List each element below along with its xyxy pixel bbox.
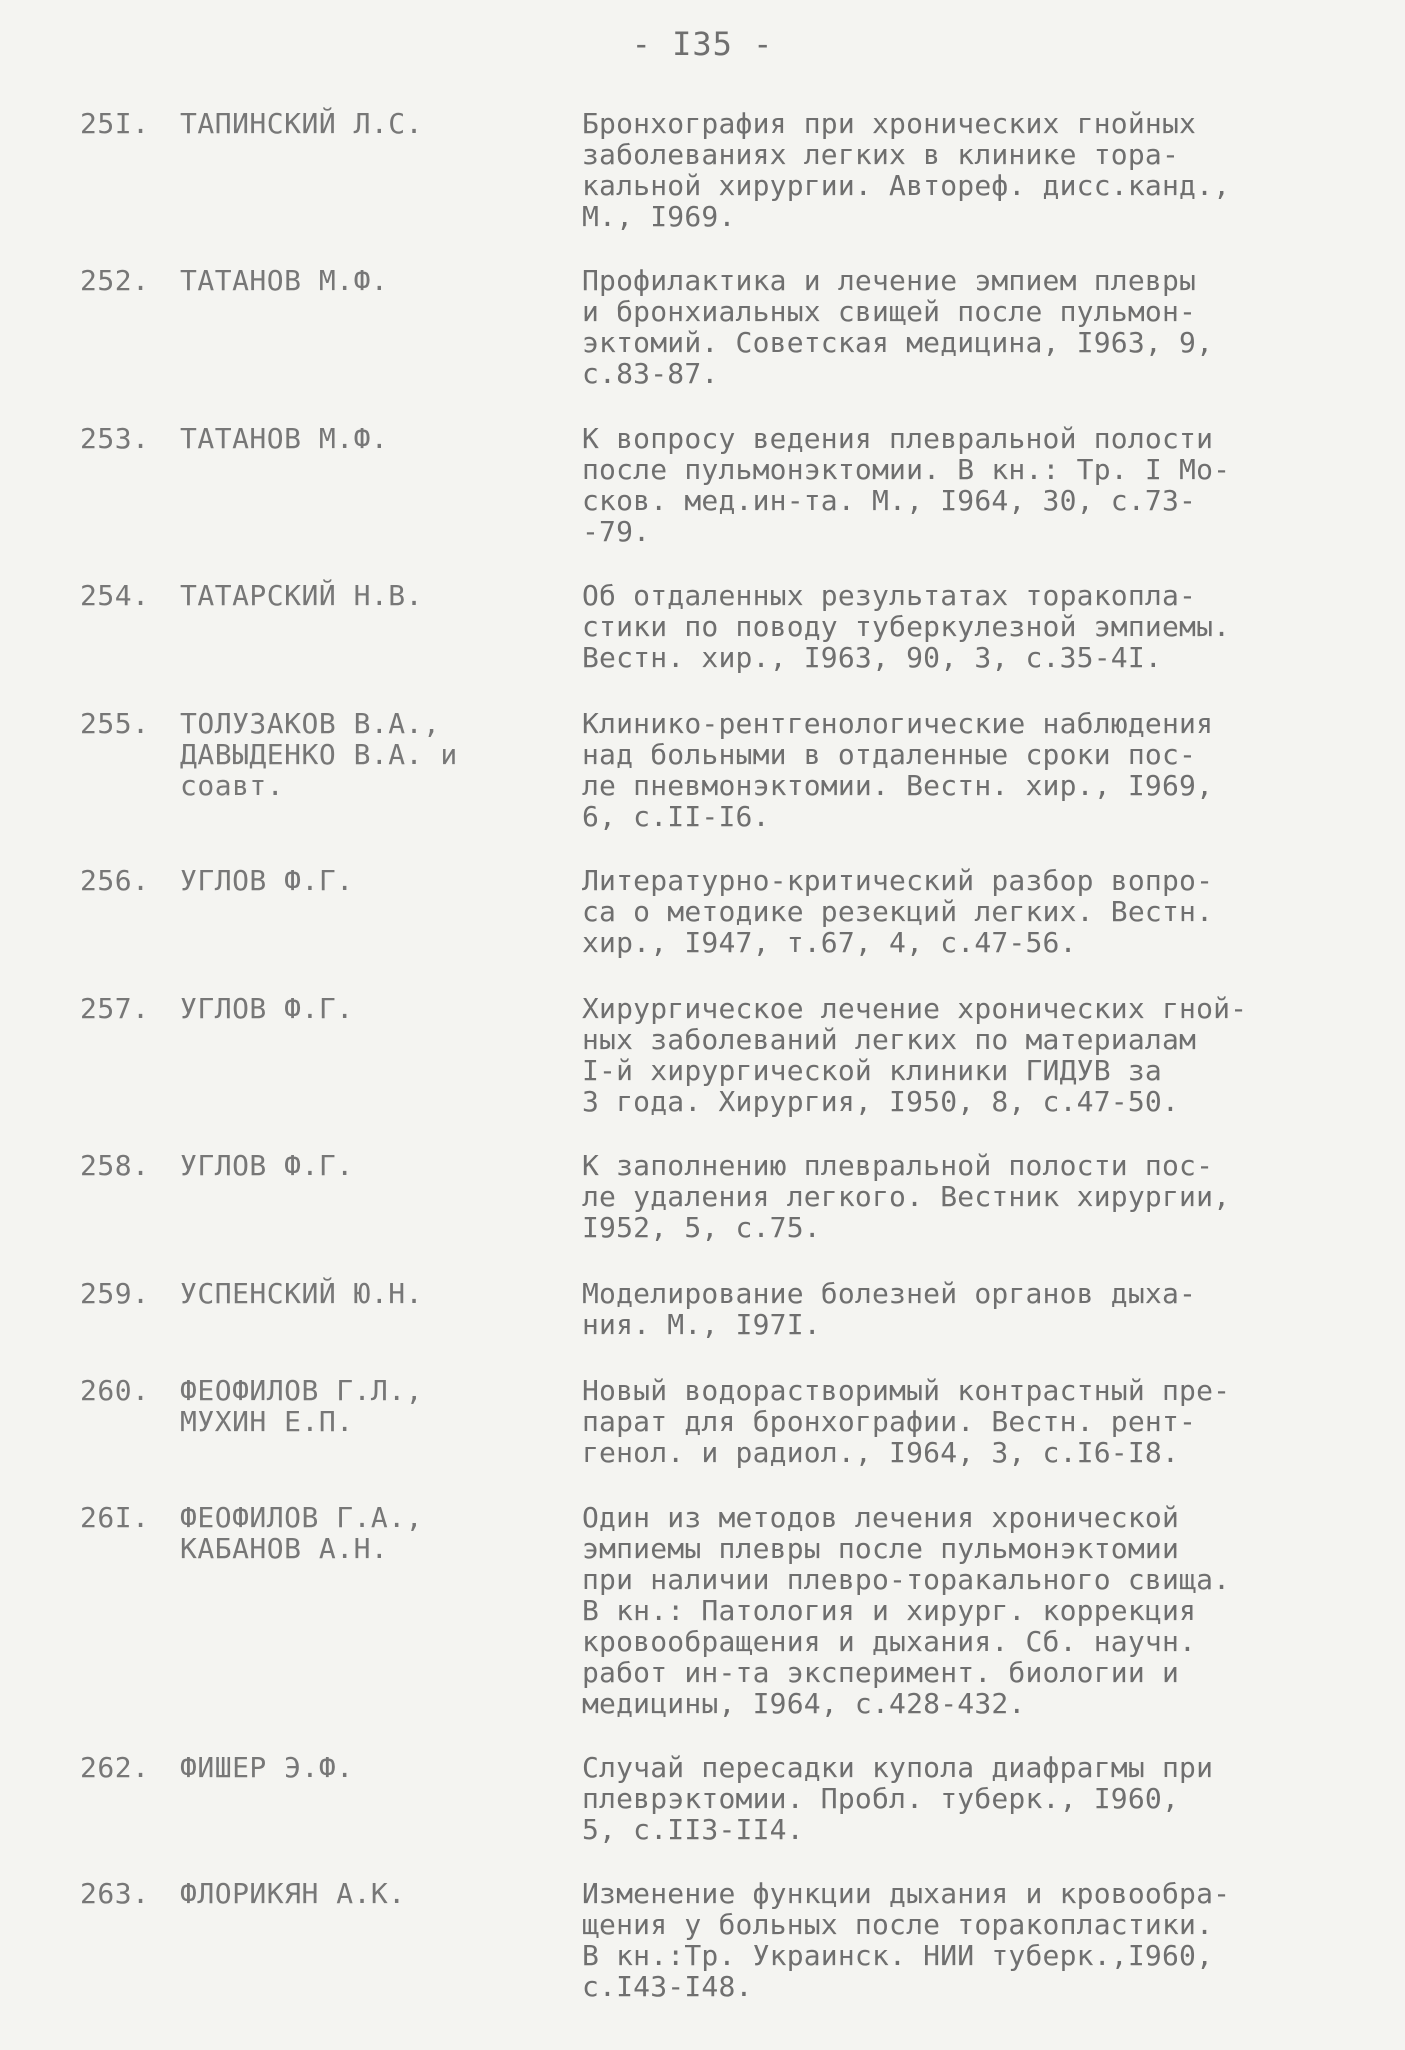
entry-citation: Профилактика и лечение эмпием плевры и бронхиальных свищей после пульмон- эктомий. Советская медицина, I963, 9, с.83-87. (582, 264, 1214, 390)
page-number: - I35 - (631, 25, 774, 63)
entry-number: 26I. (80, 1501, 150, 1534)
entry-number: 25I. (80, 107, 150, 140)
entry-citation: Один из методов лечения хронической эмпиемы плевры после пульмонэктомии при наличии плевро-торакального свища. В кн.: Патология и хирург. коррекция кровообращения и дыхания. Сб. научн. работ ин-та эксперимент. биологии и медицины, I964, с.428-432. (582, 1501, 1231, 1720)
entry-number: 263. (80, 1877, 150, 1910)
entry-authors: УСПЕНСКИЙ Ю.Н. (180, 1277, 424, 1310)
entry-authors: ТАТАНОВ М.Ф. (180, 422, 389, 455)
entry-number: 259. (80, 1277, 150, 1310)
entry-citation: Изменение функции дыхания и кровообра- щения у больных после торакопластики. В кн.:Тр. Украинск. НИИ туберк.,I960, с.I43-I48. (582, 1877, 1231, 2003)
entry-citation: Клинико-рентгенологические наблюдения над больными в отдаленные сроки пос- ле пневмонэктомии. Вестн. хир., I969, 6, с.II-I6. (582, 707, 1214, 833)
entry-citation: К заполнению плевральной полости пос- ле удаления легкого. Вестник хирургии, I952, 5, с.75. (582, 1149, 1231, 1244)
entry-citation: Моделирование болезней органов дыха- ния. М., I97I. (582, 1277, 1197, 1341)
entry-authors: УГЛОВ Ф.Г. (180, 1149, 354, 1182)
entry-number: 254. (80, 579, 150, 612)
entry-authors: ТОЛУЗАКОВ В.А., ДАВЫДЕНКО В.А. и соавт. (180, 707, 458, 802)
entry-authors: ФИШЕР Э.Ф. (180, 1751, 354, 1784)
entry-citation: Хирургическое лечение хронических гной- ных заболеваний легких по материалам I-й хирургической клиники ГИДУВ за 3 года. Хирургия, I950, 8, с.47-50. (582, 992, 1248, 1118)
entry-authors: ФЕОФИЛОВ Г.А., КАБАНОВ А.Н. (180, 1501, 424, 1565)
entry-number: 257. (80, 992, 150, 1025)
entry-number: 253. (80, 422, 150, 455)
entry-citation: Об отдаленных результатах торакопла- стики по поводу туберкулезной эмпиемы. Вестн. хир., I963, 90, 3, с.35-4I. (582, 579, 1231, 674)
entry-citation: Новый водорастворимый контрастный пре- парат для бронхографии. Вестн. рент- генол. и радиол., I964, 3, с.I6-I8. (582, 1374, 1231, 1469)
entry-authors: ФЛОРИКЯН А.К. (180, 1877, 406, 1910)
entry-authors: УГЛОВ Ф.Г. (180, 992, 354, 1025)
entry-number: 255. (80, 707, 150, 740)
entry-citation: Случай пересадки купола диафрагмы при плеврэктомии. Пробл. туберк., I960, 5, с.II3-II4. (582, 1751, 1214, 1846)
entry-authors: ФЕОФИЛОВ Г.Л., МУХИН Е.П. (180, 1374, 424, 1438)
entry-authors: УГЛОВ Ф.Г. (180, 864, 354, 897)
entry-number: 252. (80, 264, 150, 297)
entry-citation: Литературно-критический разбор вопро- са о методике резекций легких. Вестн. хир., I947, т.67, 4, с.47-56. (582, 864, 1214, 959)
entry-number: 258. (80, 1149, 150, 1182)
entry-authors: ТАТАНОВ М.Ф. (180, 264, 389, 297)
entry-authors: ТАТАРСКИЙ Н.В. (180, 579, 424, 612)
entry-number: 260. (80, 1374, 150, 1407)
entry-number: 262. (80, 1751, 150, 1784)
entry-citation: К вопросу ведения плевральной полости после пульмонэктомии. В кн.: Тр. I Мо- сков. мед.ин-та. М., I964, 30, с.73- -79. (582, 422, 1231, 548)
entry-number: 256. (80, 864, 150, 897)
entry-authors: ТАПИНСКИЙ Л.С. (180, 107, 424, 140)
entry-citation: Бронхография при хронических гнойных заболеваниях легких в клинике тора- кальной хирургии. Автореф. дисс.канд., М., I969. (582, 107, 1231, 233)
